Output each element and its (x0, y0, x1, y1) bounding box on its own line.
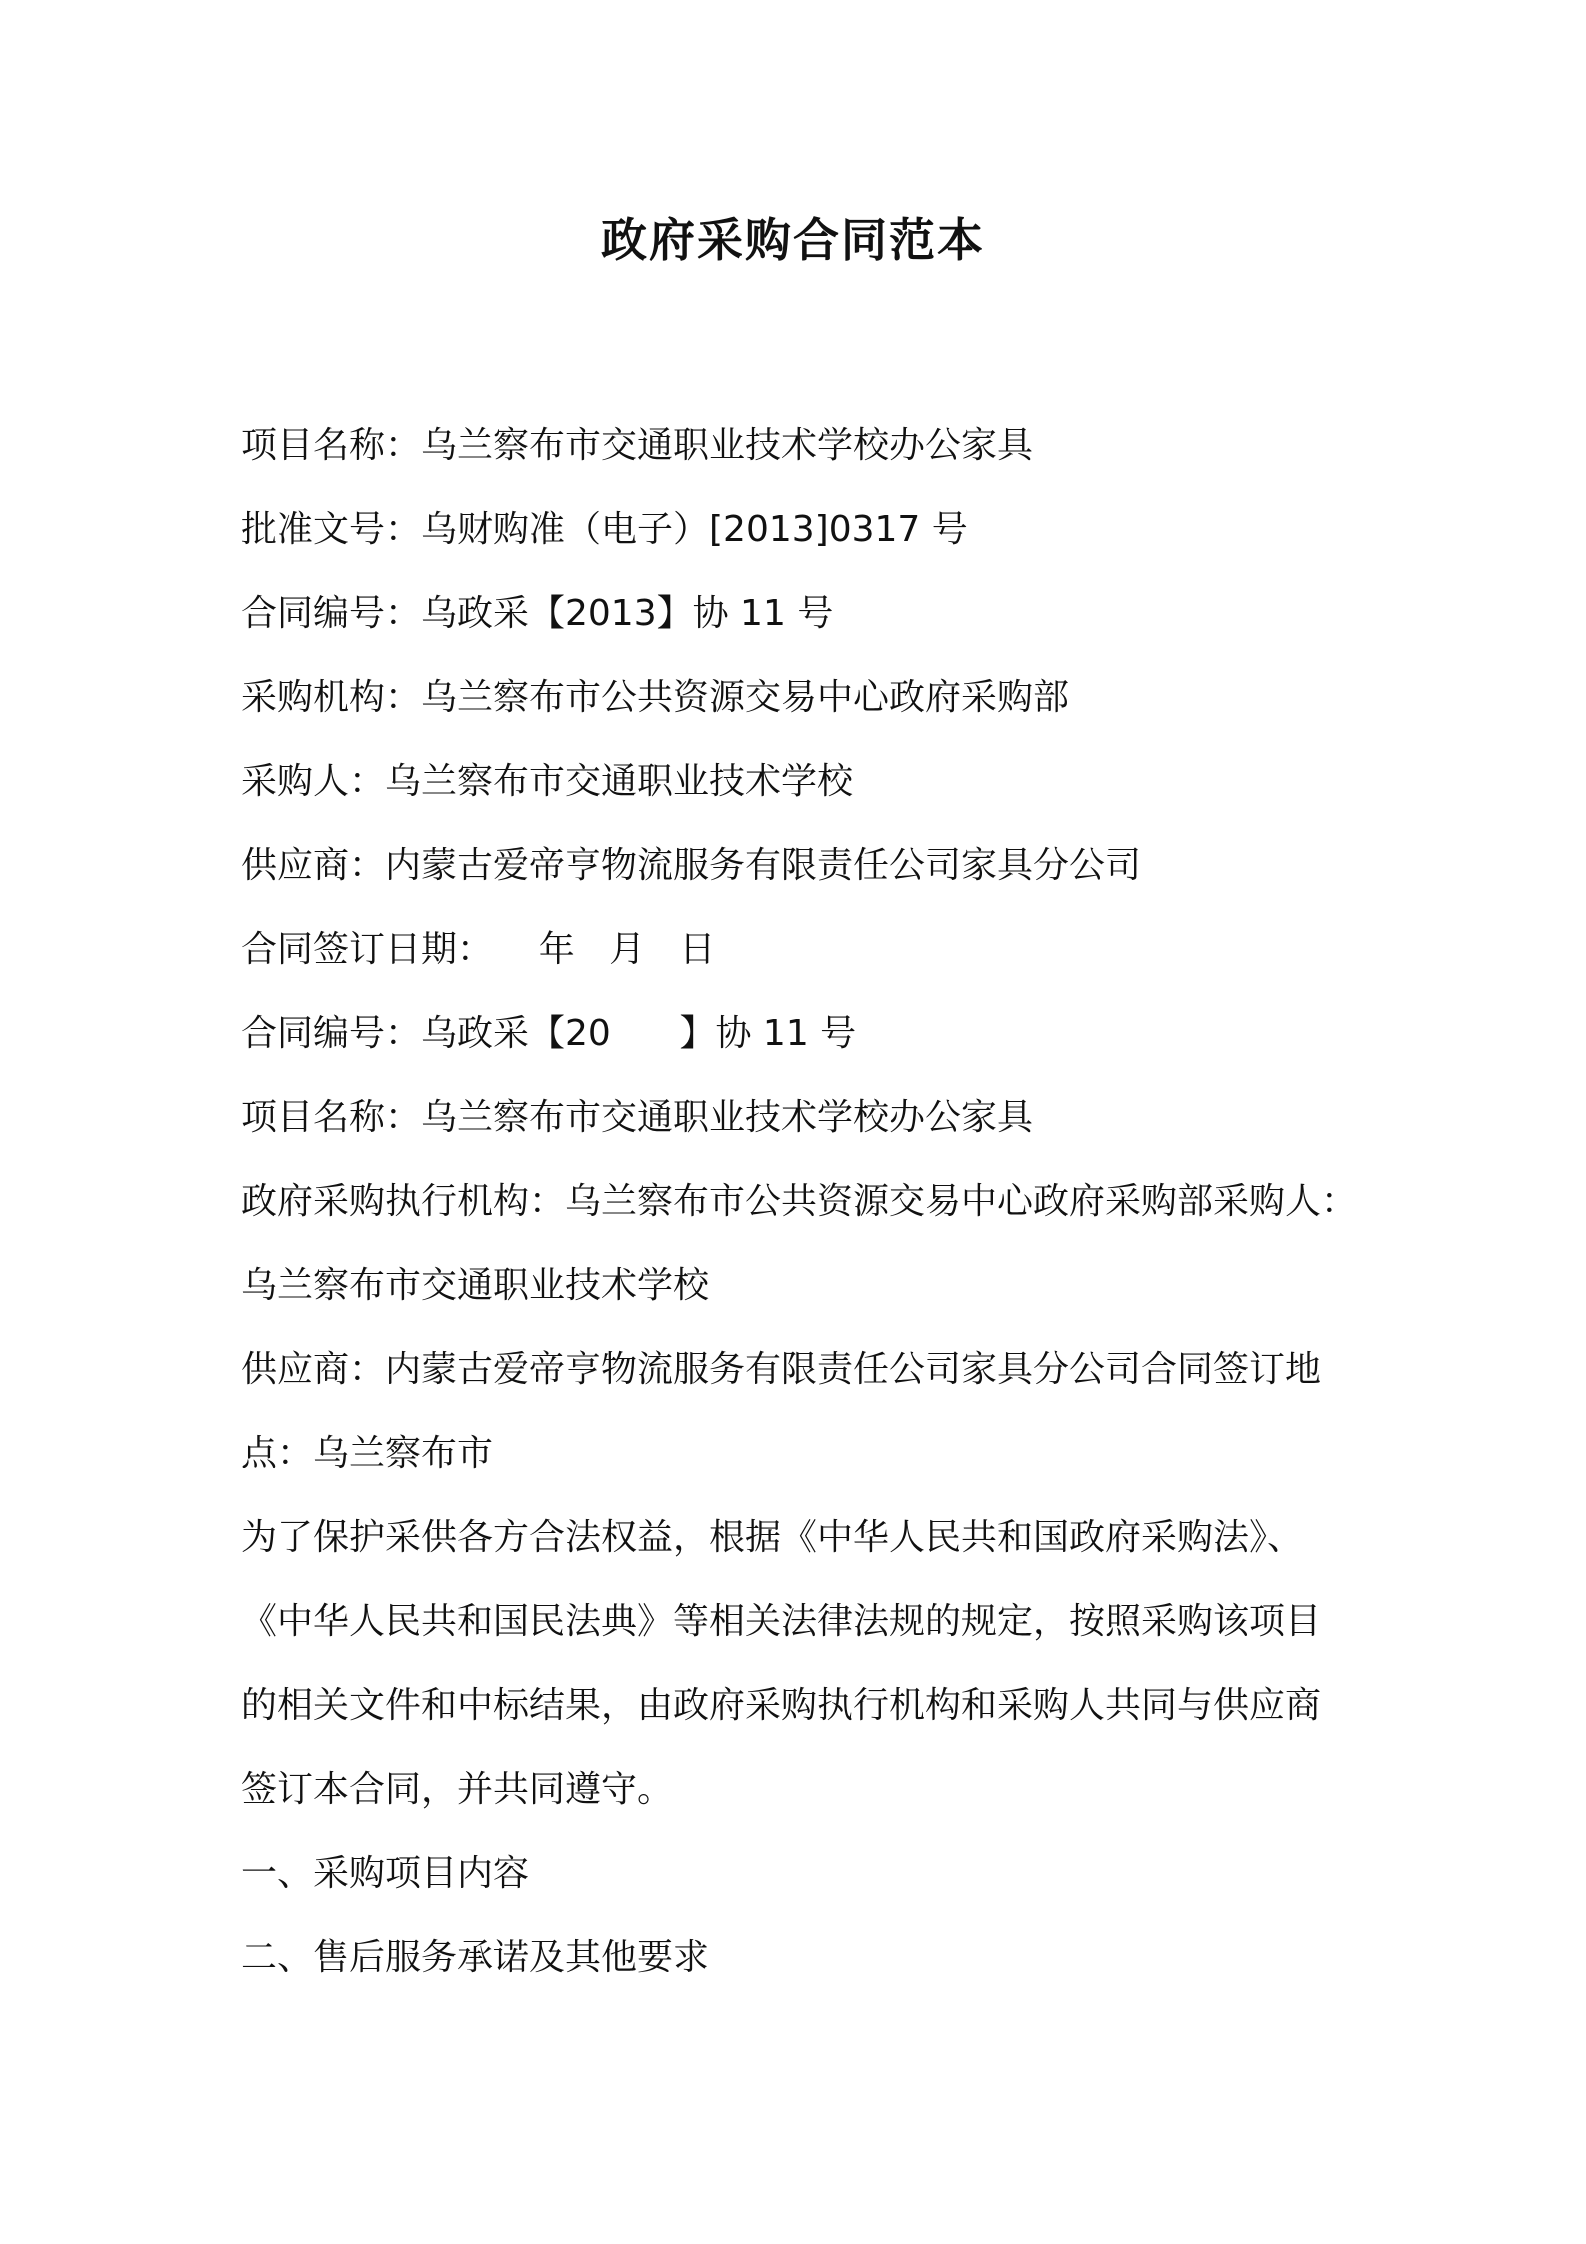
paragraph-line: 的相关文件和中标结果，由政府采购执行机构和采购人共同与供应商 (241, 1685, 1322, 1726)
paragraph-line: 为了保护采供各方合法权益，根据《中华人民共和国政府采购法》、 (241, 1517, 1304, 1558)
field-approval-number: 批准文号：乌财购准（电子）[2013]0317 号 (241, 509, 968, 550)
section-heading-2: 二、售后服务承诺及其他要求 (241, 1937, 710, 1978)
field-supplier: 供应商：内蒙古爱帝亨物流服务有限责任公司家具分公司 (241, 845, 1142, 886)
paragraph-line: 政府采购执行机构：乌兰察布市公共资源交易中心政府采购部采购人： (241, 1181, 1358, 1222)
paragraph-line: 乌兰察布市交通职业技术学校 (241, 1265, 710, 1306)
paragraph-line: 点：乌兰察布市 (241, 1433, 494, 1474)
field-signing-date: 合同签订日期： 年 月 日 (241, 929, 716, 970)
document-body (241, 404, 1381, 2000)
field-purchaser: 采购人：乌兰察布市交通职业技术学校 (241, 761, 854, 802)
paragraph-line: 《中华人民共和国民法典》等相关法律法规的规定，按照采购该项目 (241, 1601, 1322, 1642)
field-contract-number-2: 合同编号：乌政采【20 】协 11 号 (241, 1013, 857, 1054)
field-procurement-agency: 采购机构：乌兰察布市公共资源交易中心政府采购部 (241, 677, 1070, 718)
field-contract-number: 合同编号：乌政采【2013】协 11 号 (241, 593, 834, 634)
field-project-name: 项目名称：乌兰察布市交通职业技术学校办公家具 (241, 425, 1034, 466)
field-project-name-2: 项目名称：乌兰察布市交通职业技术学校办公家具 (241, 1097, 1034, 1138)
paragraph-line: 供应商：内蒙古爱帝亨物流服务有限责任公司家具分公司合同签订地 (241, 1349, 1322, 1390)
document-title: 政府采购合同范本 (601, 213, 985, 267)
section-heading-1: 一、采购项目内容 (241, 1853, 530, 1894)
paragraph-line: 签订本合同，并共同遵守。 (241, 1769, 674, 1810)
